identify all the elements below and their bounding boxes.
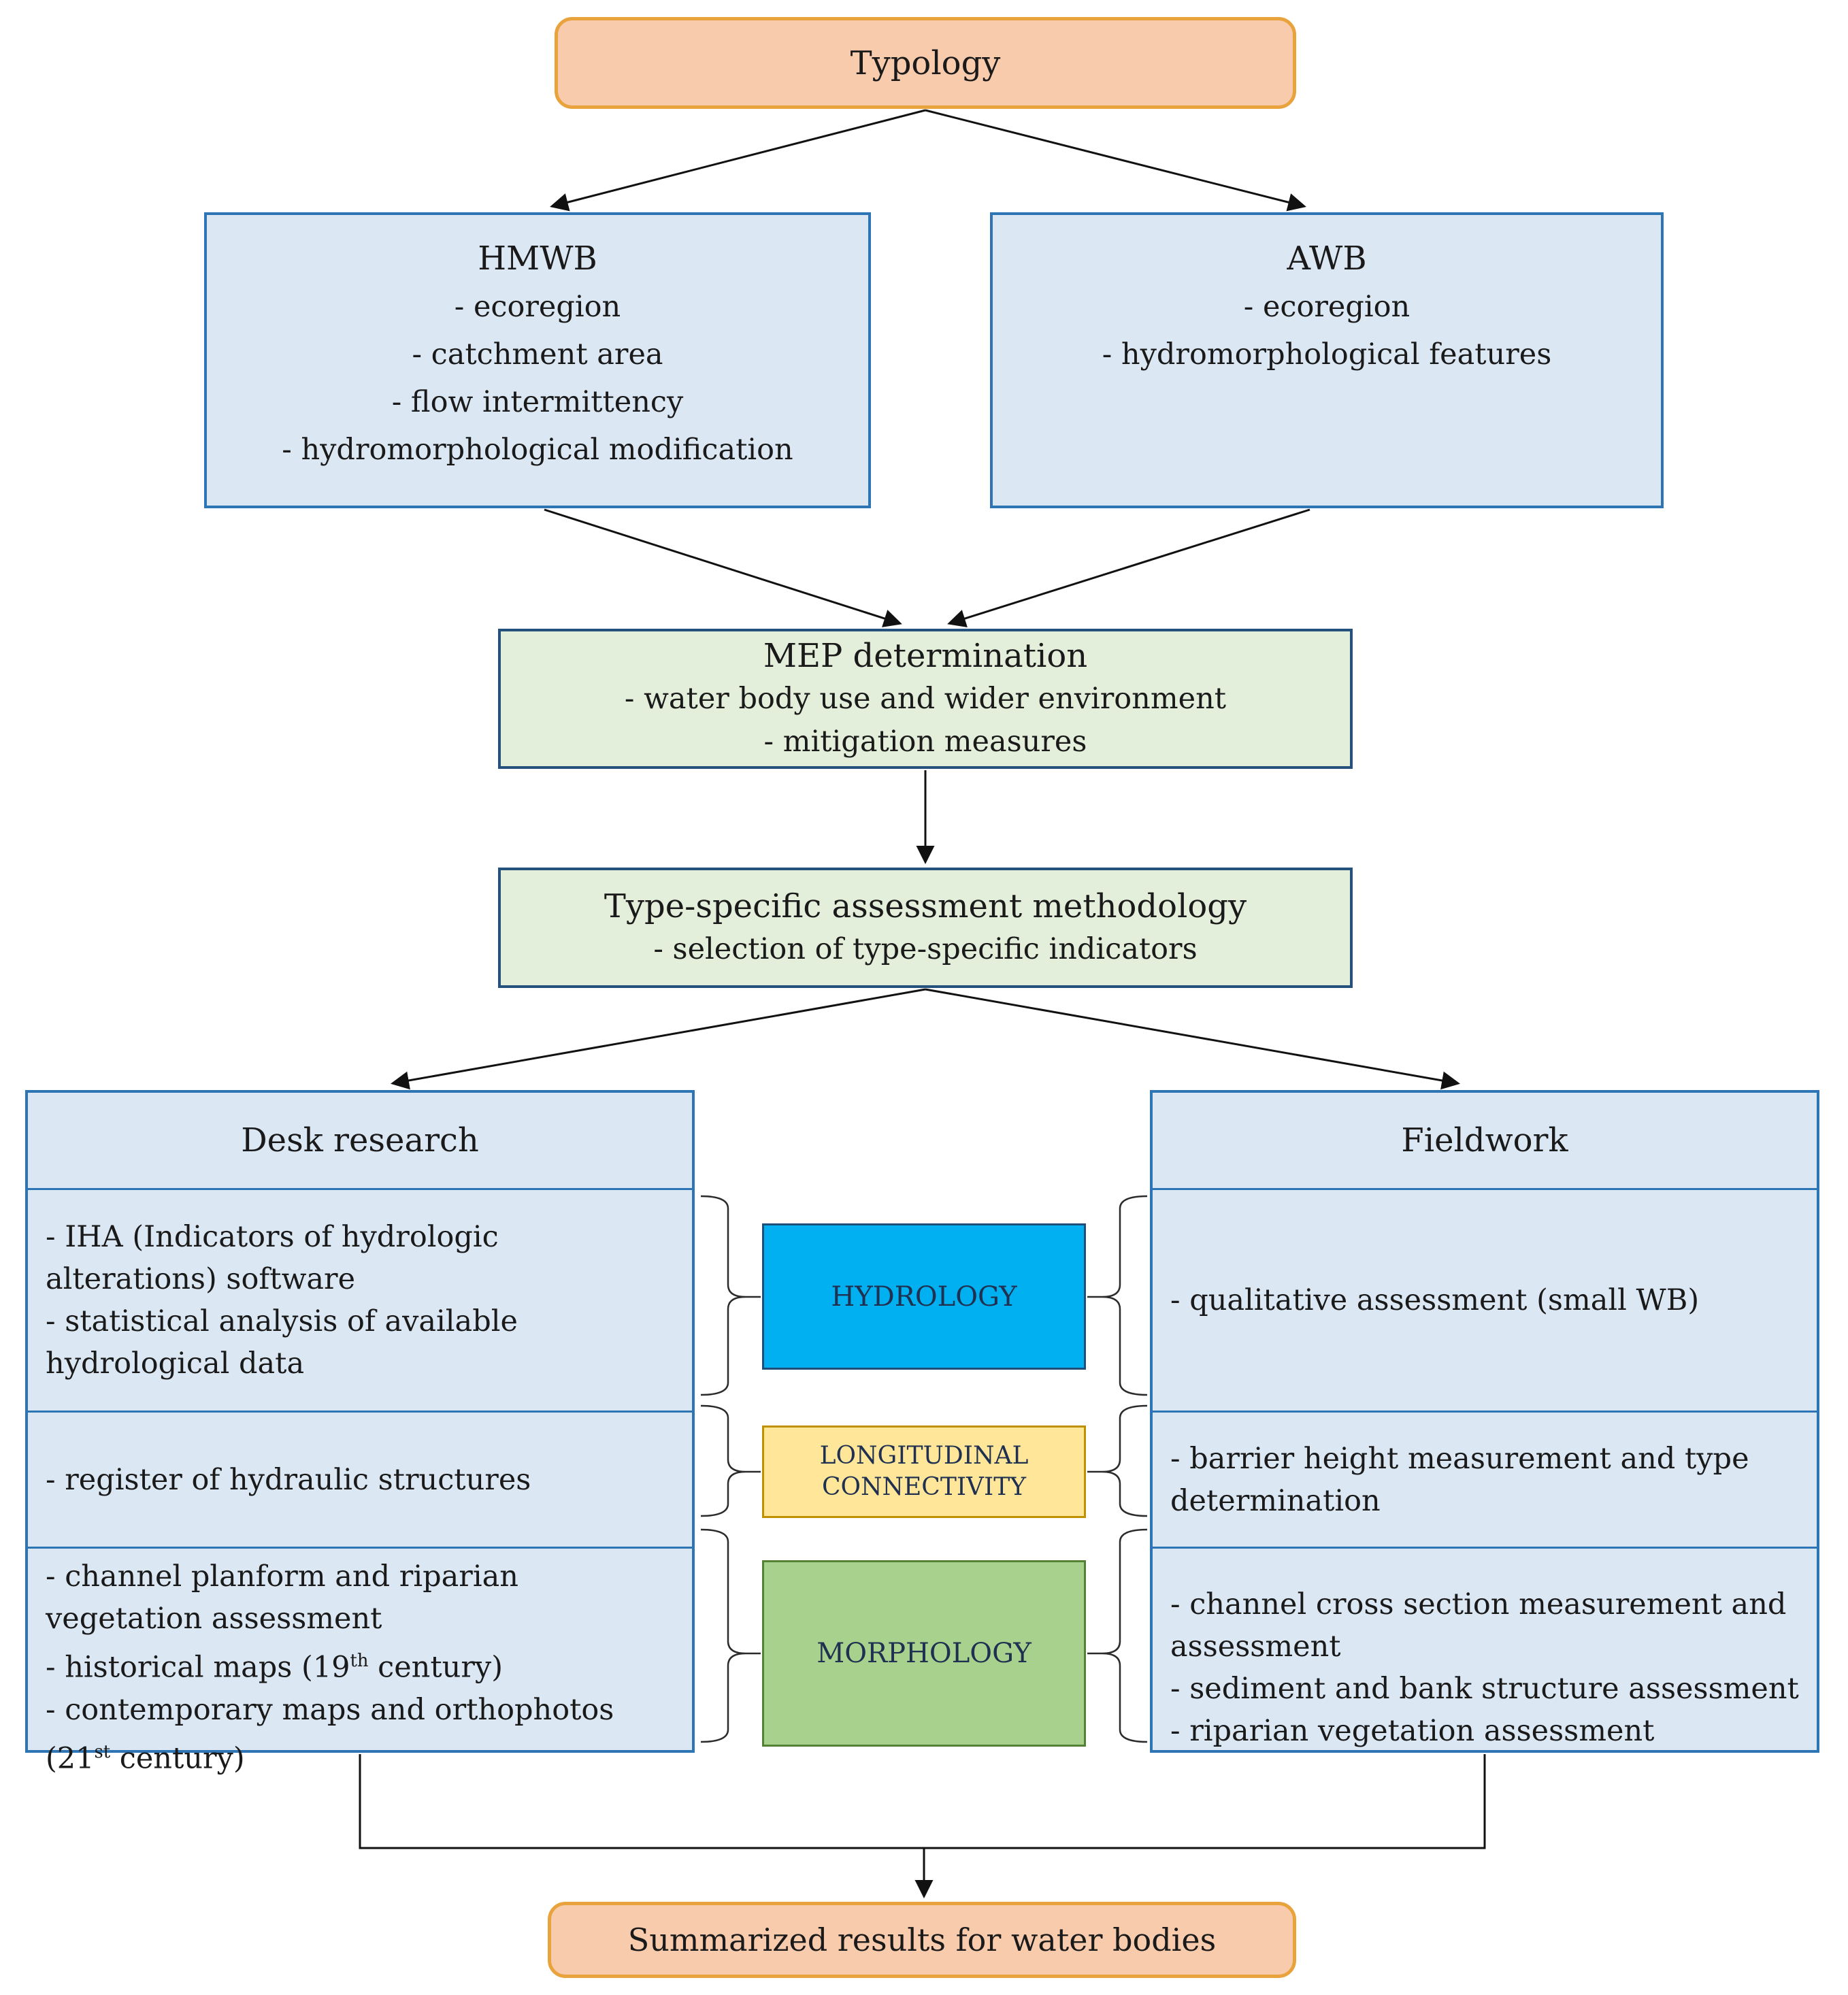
fieldwork-item: - riparian vegetation assessment xyxy=(1170,1713,1655,1748)
arrow-awb-to-mep xyxy=(950,510,1310,623)
awb-item: - hydromorphological features xyxy=(1102,337,1552,372)
desk-item: - channel planform and riparian vegetation assessment xyxy=(46,1560,518,1636)
desk-connectivity-section xyxy=(28,1411,692,1547)
longitudinal-connectivity-node xyxy=(762,1425,1086,1518)
desk-research-panel xyxy=(25,1090,695,1775)
awb-item: - ecoregion xyxy=(1243,290,1410,324)
fieldwork-title: Fieldwork xyxy=(1401,1121,1568,1159)
fieldwork-morphology-section xyxy=(1153,1547,1817,1786)
typespec-title: Type-specific assessment methodology xyxy=(604,887,1247,925)
desk-item: - statistical analysis of available hydrological data xyxy=(46,1304,518,1381)
mep-item: - mitigation measures xyxy=(763,725,1087,759)
arrow-typespec-to-fieldwork xyxy=(925,989,1457,1083)
awb-title: AWB xyxy=(1287,240,1367,278)
mep-node xyxy=(498,629,1353,769)
fieldwork-hydrology-section xyxy=(1153,1188,1817,1411)
awb-node xyxy=(990,212,1664,508)
desk-hydrology-section xyxy=(28,1188,692,1411)
desk-morphology-section xyxy=(28,1547,692,1786)
hydrology-label: HYDROLOGY xyxy=(831,1281,1017,1313)
morphology-label: MORPHOLOGY xyxy=(816,1638,1032,1669)
mep-title: MEP determination xyxy=(763,637,1088,675)
fieldwork-item: - sediment and bank structure assessment xyxy=(1170,1671,1799,1706)
fieldwork-panel xyxy=(1150,1090,1819,1753)
fieldwork-item: - channel cross section measurement and assessment xyxy=(1170,1587,1787,1664)
hmwb-item: - hydromorphological modification xyxy=(282,433,793,467)
fieldwork-item: - barrier height measurement and type determination xyxy=(1170,1441,1749,1518)
desk-research-title: Desk research xyxy=(241,1121,479,1159)
brace-desk-hydrology xyxy=(701,1196,746,1395)
hydrology-node xyxy=(762,1223,1086,1370)
brace-desk-connectivity xyxy=(701,1406,746,1516)
desk-item: - register of hydraulic structures xyxy=(46,1462,531,1497)
typology-label: Typology xyxy=(850,44,1001,82)
brace-field-hydrology xyxy=(1102,1196,1147,1395)
morphology-node xyxy=(762,1560,1086,1747)
typespec-item: - selection of type-specific indicators xyxy=(653,932,1198,966)
hmwb-item: - catchment area xyxy=(412,337,663,372)
desk-item: - historical maps (19th century) xyxy=(46,1650,503,1685)
hmwb-node xyxy=(204,212,871,508)
longitudinal-connectivity-label: LONGITUDINAL CONNECTIVITY xyxy=(819,1442,1029,1501)
summary-label: Summarized results for water bodies xyxy=(627,1922,1217,1958)
arrow-typology-to-hmwb xyxy=(552,110,925,206)
arrow-typology-to-awb xyxy=(925,110,1304,206)
brace-desk-morphology xyxy=(701,1530,746,1742)
fieldwork-item: - qualitative assessment (small WB) xyxy=(1170,1283,1700,1317)
brace-field-morphology xyxy=(1102,1530,1147,1742)
summary-node xyxy=(548,1902,1296,1978)
hmwb-item: - flow intermittency xyxy=(391,385,684,419)
typespec-node xyxy=(498,868,1353,988)
hmwb-item: - ecoregion xyxy=(454,290,621,324)
desk-item: - IHA (Indicators of hydrologic alterations) software xyxy=(46,1220,499,1296)
brace-field-connectivity xyxy=(1102,1406,1147,1516)
typology-node xyxy=(555,17,1296,109)
desk-item: - contemporary maps and orthophotos (21st century) xyxy=(46,1692,614,1775)
arrow-hmwb-to-mep xyxy=(544,510,900,623)
mep-item: - water body use and wider environment xyxy=(624,682,1227,716)
fieldwork-connectivity-section xyxy=(1153,1411,1817,1547)
hmwb-title: HMWB xyxy=(478,240,597,278)
arrow-typespec-to-desk xyxy=(393,989,925,1083)
